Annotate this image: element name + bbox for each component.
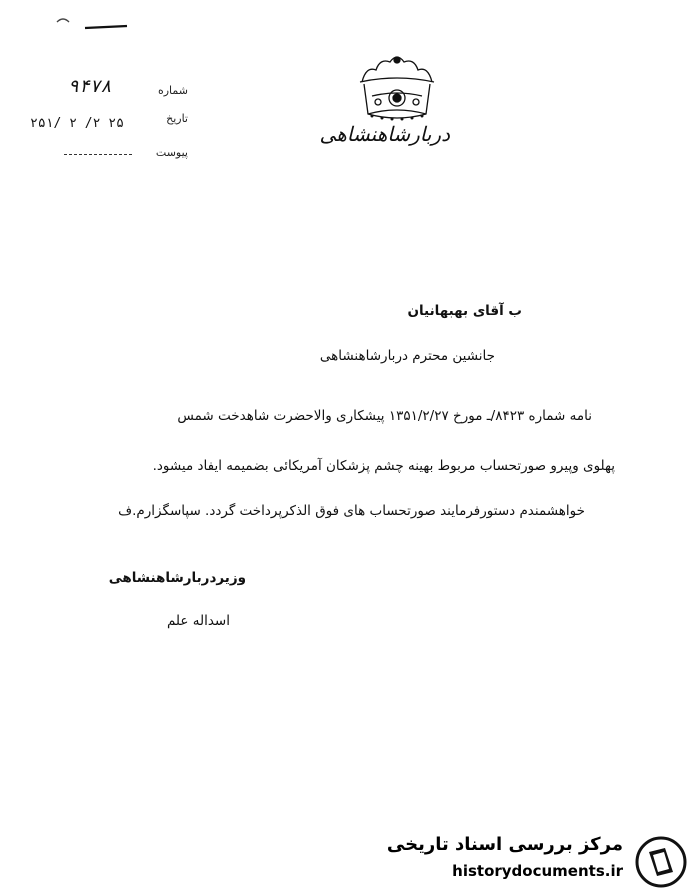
watermark-org-name: مرکز بررسی اسناد تاریخی	[386, 834, 623, 855]
number-value: ۹۴۷۸	[68, 76, 112, 97]
date-label: تاریخ	[166, 112, 188, 125]
signature-name: اسداله علم	[166, 613, 230, 629]
attachment-row	[156, 146, 188, 159]
attachment-label: پیوست	[155, 146, 188, 159]
body-line-3: خواهشمندم دستورفرمایند صورتحساب های فوق الذکرپرداخت گردد. سپاسگزارم.ف	[118, 503, 585, 519]
date-row	[166, 112, 188, 125]
court-name: دربارشاهنشاهی	[319, 122, 450, 146]
recipient-position: جانشین محترم دربارشاهنشاهی	[319, 348, 495, 364]
watermark-website: historydocuments.ir	[452, 862, 623, 880]
number-label: شماره	[157, 84, 188, 97]
watermark	[386, 832, 695, 890]
letter-meta	[28, 62, 188, 172]
body-line-1: نامه شماره ۸۴۲۳/ـ مورخ ۱۳۵۱/۲/۲۷ پیشکاری والاحضرت شاهدخت شمس	[177, 408, 592, 424]
signature-title: وزیردربارشاهنشاهی	[108, 570, 246, 586]
number-row	[158, 84, 188, 97]
crown-emblem-icon	[352, 52, 442, 127]
date-value: ۲۵۱/ ۲ /۲ ۲۵	[30, 116, 124, 131]
archive-logo-icon	[635, 836, 687, 888]
attachment-dashes	[64, 154, 132, 155]
handwritten-marks	[55, 8, 185, 38]
body-line-2: پهلوی وپیرو صورتحساب مربوط بهینه چشم پزشکان آمریکائی بضمیمه ایفاد میشود.	[152, 458, 615, 474]
recipient: ب آقای بهبهانیان	[407, 303, 522, 319]
